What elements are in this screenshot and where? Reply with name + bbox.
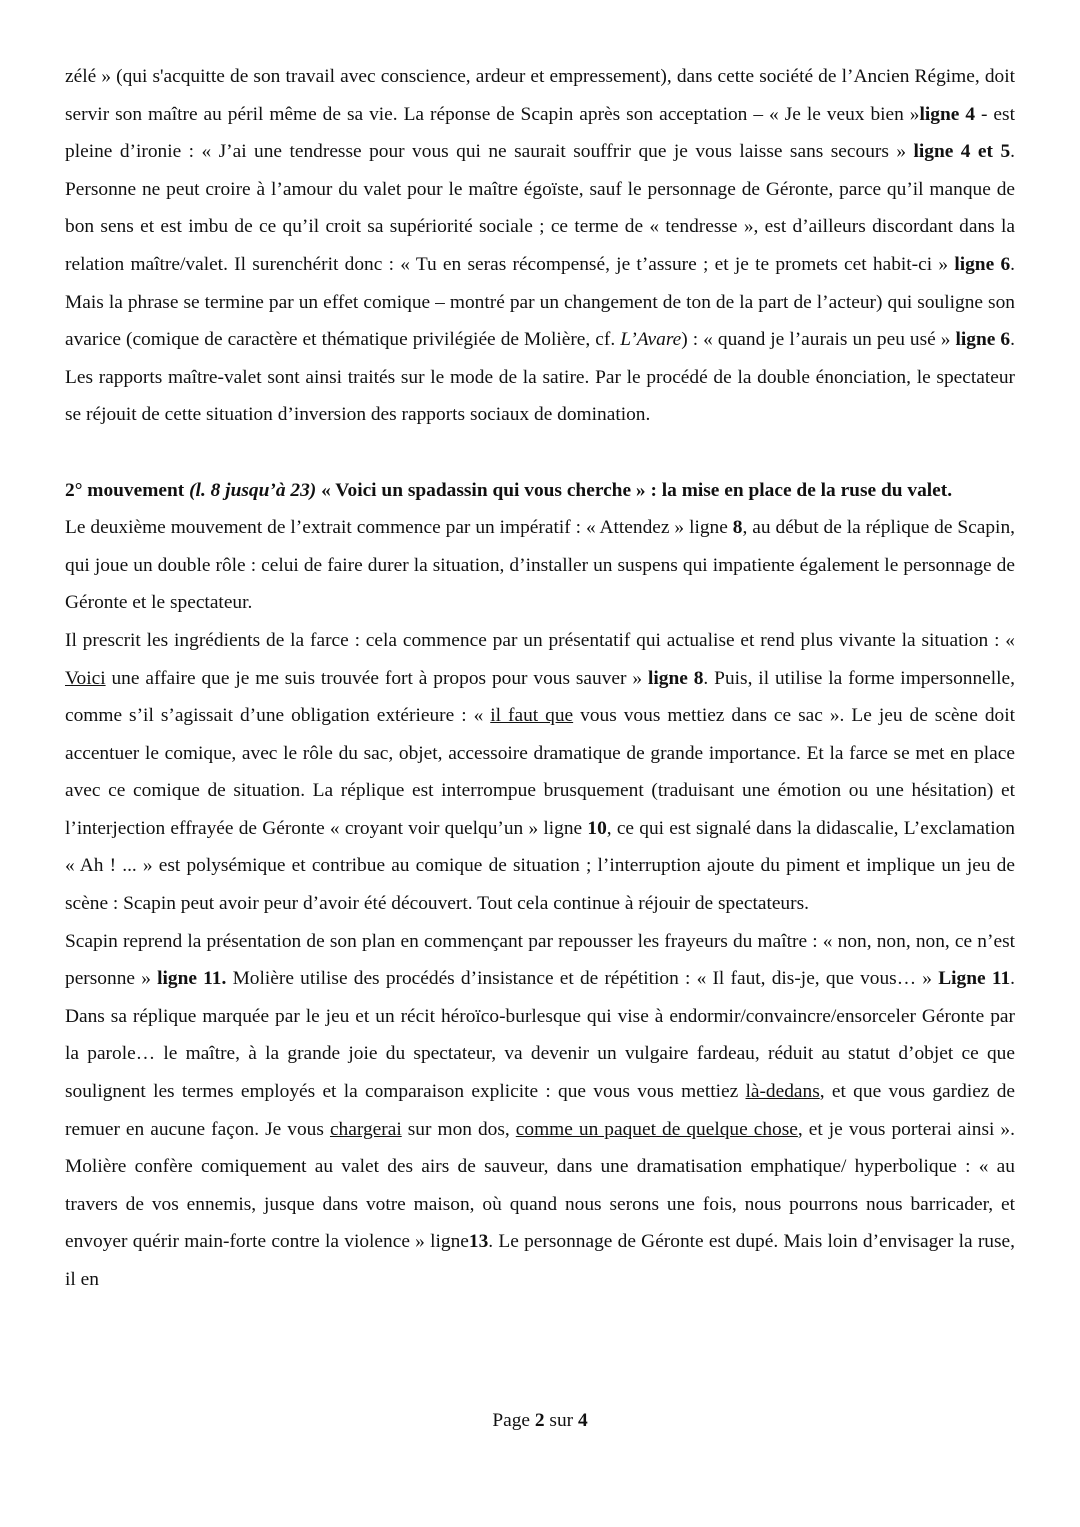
text-segment: , au début de la réplique de Scapin, qui joue un double rôle : celui de faire durer la situation, d’installer un suspens qui impatiente également le personnage de Géronte et le spectateur. <box>65 517 1015 614</box>
footer-middle: sur <box>544 1410 578 1431</box>
text-segment: ligne 4 et 5 <box>913 141 1011 163</box>
text-segment: ligne 6 <box>955 329 1011 351</box>
text-segment: 13 <box>468 1231 489 1253</box>
text-segment: . Les rapports maître-valet sont ainsi traités sur le mode de la satire. Par le procédé de la double énonciation, le spectateur se réjouit de cette situation d’inversion des rapports sociaux de domination. <box>65 329 1015 426</box>
text-segment: Le deuxième mouvement de l’extrait commence par un impératif : « Attendez » ligne <box>65 517 733 539</box>
text-segment: là-dedans <box>745 1081 820 1103</box>
footer-prefix: Page <box>492 1410 535 1431</box>
text-segment: , ce qui est signalé dans la didascalie, L’exclamation « Ah ! ... » est polysémique et contribue au comique de situation ; l’interruption ajoute du piment et implique un jeu de scène : Scapin peut avoir peur d’avoir été découvert. Tout cela continue à réjouir de spectateurs. <box>65 817 1015 915</box>
text-segment: Ligne 11 <box>938 968 1011 990</box>
text-segment: , et que vous gardiez de remuer en aucune façon. Je vous <box>65 1081 1015 1140</box>
text-segment: L’Avare <box>620 329 682 351</box>
text-segment: zélé » (qui s'acquitte de son travail avec conscience, ardeur et empressement), dans cette société de l’Ancien Régime, doit servir son maître au péril même de sa vie. La réponse de Scapin après son acceptation – « Je le veux bien » <box>65 66 1015 125</box>
text-segment: ) : « quand je l’aurais un peu usé » <box>681 329 956 351</box>
footer-current-page: 2 <box>534 1410 545 1431</box>
text-segment: Scapin reprend la présentation de son plan en commençant par repousser les frayeurs du maître : « non, non, non, ce n’est personne » <box>65 930 1015 990</box>
text-segment: . Personne ne peut croire à l’amour du valet pour le maître égoïste, sauf le personnage de Géronte, parce qu’il manque de bon sens et est imbu de ce qu’il croit sa supériorité sociale ; ce terme de « tendresse », est d’ailleurs discordant dans la relation maître/valet. Il surenchérit donc : « Tu en seras récompensé, je t’assure ; et je te promets cet habit-ci » <box>65 141 1015 275</box>
paragraph <box>65 622 1015 923</box>
text-segment: . Puis, il utilise la forme impersonnelle, comme s’il s’agissait d’une obligation extérieure : « <box>65 667 1016 727</box>
text-segment: ligne 6 <box>954 253 1011 275</box>
text-segment: ligne 4 <box>919 103 976 125</box>
text-segment: 10 <box>587 817 607 839</box>
footer-total-pages: 4 <box>577 1410 588 1431</box>
text-segment: Voici <box>65 667 106 689</box>
paragraph <box>65 923 1015 1299</box>
text-segment: ligne 11. <box>157 968 227 990</box>
document-body <box>65 58 1015 1299</box>
paragraph <box>65 509 1015 622</box>
text-segment: . Dans sa réplique marquée par le jeu et un récit héroïco-burlesque qui vise à endormir/convaincre/ensorceler Géronte par la parole… le maître, à la grande joie du spectateur, va devenir un vulgaire fardeau, réduit au statut d’objet ce que soulignent les termes employés et la comparaison explicite : que vous vous mettiez <box>65 968 1015 1103</box>
text-segment: vous vous mettiez dans ce sac ». Le jeu de scène doit accentuer le comique, avec le rôle du sac, objet, accessoire dramatique de grande importance. Et la farce se met en place avec ce comique de situation. La réplique est interrompue brusquement (traduisant une émotion ou une hésitation) et l’interjection effrayée de Géronte « croyant voir quelqu’un » ligne <box>65 705 1015 839</box>
text-segment: « Voici un spadassin qui vous cherche » : la mise en place de la ruse du valet. <box>316 479 953 501</box>
text-segment: Il prescrit les ingrédients de la farce : cela commence par un présentatif qui actualise et rend plus vivante la situation : « <box>65 629 1015 651</box>
paragraph-spacer <box>65 434 1015 472</box>
text-segment: ligne 8 <box>647 667 704 689</box>
text-segment: (l. 8 jusqu’à 23) <box>189 479 317 501</box>
text-segment: . Le personnage de Géronte est dupé. Mais loin d’envisager la ruse, il en <box>65 1231 1015 1290</box>
text-segment: 8 <box>732 517 743 539</box>
text-segment: une affaire que je me suis trouvée fort à propos pour vous sauver » <box>105 667 648 689</box>
text-segment: chargerai <box>329 1118 402 1140</box>
text-segment: 2° mouvement <box>65 479 190 501</box>
text-segment: Molière utilise des procédés d’insistance et de répétition : « Il faut, dis-je, que vous… » <box>226 968 939 990</box>
paragraph <box>65 472 1015 510</box>
text-segment: - est pleine d’ironie : « J’ai une tendresse pour vous qui ne saurait souffrir que je vous laisse sans secours » <box>65 103 1015 163</box>
text-segment: , et je vous porterai ainsi ». Molière confère comiquement au valet des airs de sauveur, dans une dramatisation emphatique/ hyperbolique : « au travers de vos ennemis, jusque dans votre maison, où quand nous serons une fois, nous pourrons nous barricader, et envoyer quérir main-forte contre la violence » ligne <box>65 1118 1015 1253</box>
text-segment: comme un paquet de quelque chose <box>515 1118 798 1140</box>
text-segment: . Mais la phrase se termine par un effet comique – montré par un changement de ton de la part de l’acteur) qui souligne son avarice (comique de caractère et thématique privilégiée de Molière, cf. <box>65 253 1015 351</box>
page-footer <box>0 1410 1080 1432</box>
paragraph <box>65 58 1015 434</box>
text-segment: sur mon dos, <box>401 1118 516 1140</box>
text-segment: il faut que <box>490 705 574 727</box>
